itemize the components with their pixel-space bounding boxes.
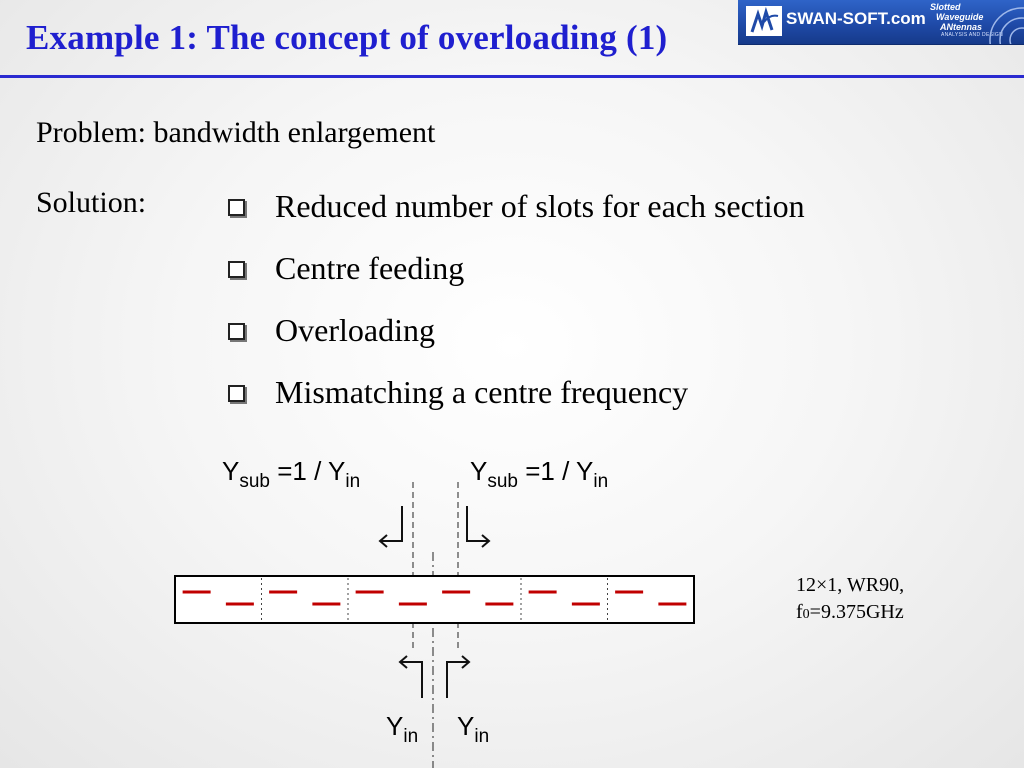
top-right-admittance-label: $Y_{sub} =1 / Y_{in}$ [470,456,609,492]
top-left-admittance-label: $Y_{sub} =1 / Y_{in}$ [222,456,361,492]
bottom-right-arrow-icon [447,656,469,698]
bottom-right-input-label: $Y_{in}$ [457,711,490,747]
antenna-spec-note: 12×1, WR90, f0=9.375GHz [796,574,905,623]
top-right-arrow-icon [467,506,489,547]
logo-tagline: Slotted Waveguide ANtennas [930,2,984,32]
logo-text: SWAN-SOFT.com [786,9,926,28]
logo-subtitle: ANALYSIS AND DESIGN [941,32,1004,38]
solution-label: Solution: [36,186,147,219]
problem-statement: Problem: bandwidth enlargement [36,116,436,149]
top-left-arrow-icon [380,506,402,547]
bottom-left-input-label: $Y_{in}$ [386,711,419,747]
bottom-left-arrow-icon [400,656,422,698]
waveguide-body [175,576,694,623]
slide-title: Example 1: The concept of overloading (1) [26,18,668,57]
